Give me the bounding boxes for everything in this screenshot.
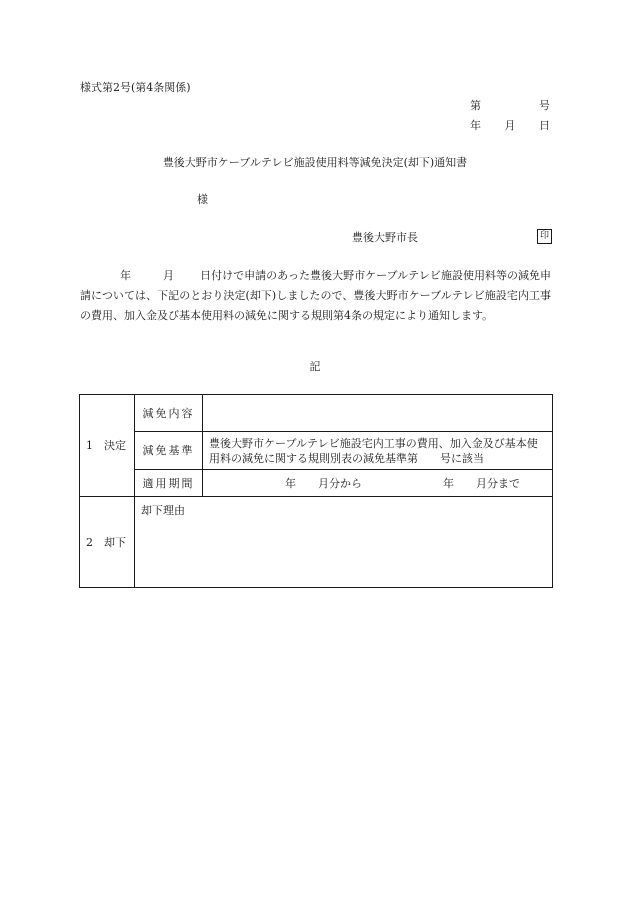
document-title: 豊後大野市ケーブルテレビ施設使用料等減免決定(却下)通知書 [162, 156, 468, 169]
date-month: 月 [504, 119, 516, 132]
table-row [80, 395, 553, 432]
body-year: 年 [120, 269, 132, 282]
seal-mark: 印 [537, 229, 552, 244]
content-label: 減免内容 [135, 395, 203, 432]
content-value [203, 395, 553, 432]
body-paragraph [80, 266, 551, 326]
decision-table [79, 394, 553, 588]
note-mark: 記 [309, 360, 321, 373]
form-number: 様式第2号(第4条関係) [80, 81, 191, 94]
body-month: 月 [163, 269, 175, 282]
period-value [203, 470, 553, 497]
date-year: 年 [470, 119, 481, 132]
date-day: 日 [539, 119, 550, 132]
doc-no-suffix: 号 [539, 99, 550, 112]
body-text: 日付けで申請のあった豊後大野市ケーブルテレビ施設使用料等の減免申請については、下記のとおり決定(却下)しましたので、豊後大野市ケーブルテレビ施設宅内工事の費用、加入金及び基本使用料の減免に関する規則第4条の規定により通知します。 [80, 269, 552, 322]
period-start: 年 月分から [285, 476, 362, 490]
table-row [80, 432, 553, 470]
table-row [80, 497, 553, 588]
reject-reason-cell [135, 497, 553, 588]
reject-reason-label: 却下理由 [141, 504, 185, 517]
table-row [80, 470, 553, 497]
criteria-value: 豊後大野市ケーブルテレビ施設宅内工事の費用、加入金及び基本使用料の減免に関する規則別表の減免基準第 号に該当 [203, 432, 553, 470]
period-label: 適用期間 [135, 470, 203, 497]
issuer-name: 豊後大野市長 [352, 231, 418, 244]
document-number [470, 99, 550, 113]
document-date [470, 119, 550, 133]
reject-section-label: 2 却下 [80, 497, 135, 588]
addressee: 様 [197, 193, 208, 206]
doc-no-prefix: 第 [470, 99, 481, 112]
period-end: 年 月分まで [443, 476, 520, 490]
criteria-label: 減免基準 [135, 432, 203, 470]
decision-section-label: 1 決定 [80, 395, 135, 497]
